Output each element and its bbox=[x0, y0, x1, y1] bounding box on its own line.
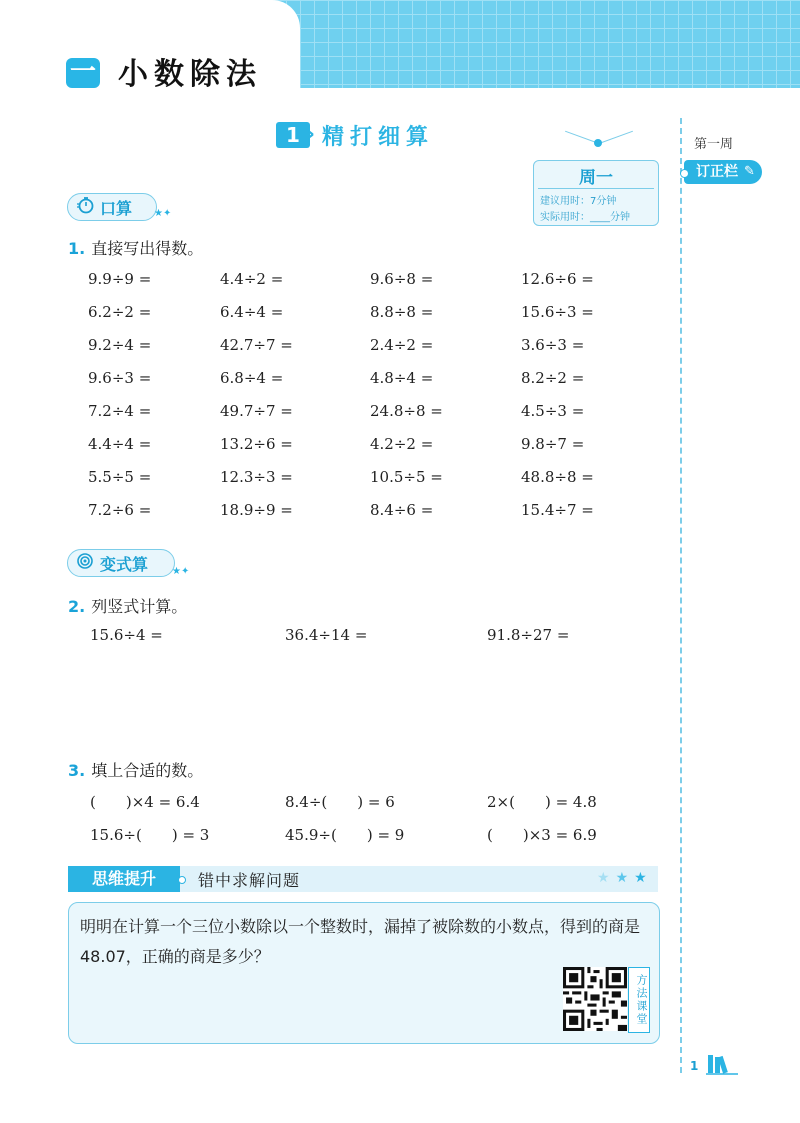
pencil-icon: ✎ bbox=[744, 164, 755, 179]
thinking-subtitle: 错中求解问题 bbox=[198, 871, 301, 890]
oral-problem: 4.4÷4 = bbox=[88, 435, 152, 453]
oral-problem: 7.2÷4 = bbox=[88, 402, 152, 420]
day-separator bbox=[538, 188, 654, 189]
oral-problem: 42.7÷7 = bbox=[220, 336, 293, 354]
oral-problem: 9.9÷9 = bbox=[88, 270, 152, 288]
oral-problem: 2.4÷2 = bbox=[370, 336, 434, 354]
header-grid-pattern bbox=[230, 0, 800, 88]
star-icon: ★ bbox=[597, 870, 616, 886]
hanger-string-right bbox=[599, 131, 633, 144]
question-text: 填上合适的数。 bbox=[91, 761, 204, 780]
correction-column-tab bbox=[684, 160, 762, 184]
oral-problem: 10.5÷5 = bbox=[370, 468, 443, 486]
fill-blank-item: 15.6÷( ) = 3 bbox=[90, 826, 210, 844]
oral-problem: 8.8÷8 = bbox=[370, 303, 434, 321]
question-number: 3. bbox=[68, 761, 86, 780]
thinking-dot bbox=[178, 876, 186, 884]
oral-problem: 3.6÷3 = bbox=[521, 336, 585, 354]
oral-problem: 4.8÷4 = bbox=[370, 369, 434, 387]
oral-problem: 4.4÷2 = bbox=[220, 270, 284, 288]
hanger-pin-icon bbox=[594, 139, 602, 147]
variant-calc-label: 变式算 bbox=[100, 555, 149, 574]
oral-problem: 6.2÷2 = bbox=[88, 303, 152, 321]
chapter-number: 一 bbox=[66, 58, 100, 88]
oral-problem: 24.8÷8 = bbox=[370, 402, 443, 420]
variant-calc-pill bbox=[67, 549, 175, 577]
oral-problem: 9.8÷7 = bbox=[521, 435, 585, 453]
oral-problem: 12.3÷3 = bbox=[220, 468, 293, 486]
books-icon bbox=[706, 1053, 738, 1075]
fill-blank-item: 8.4÷( ) = 6 bbox=[285, 793, 395, 811]
question-number: 2. bbox=[68, 597, 86, 616]
section-number: 1 bbox=[276, 122, 310, 148]
oral-problem: 9.6÷8 = bbox=[370, 270, 434, 288]
page-number: 1 bbox=[690, 1059, 699, 1073]
question-text: 列竖式计算。 bbox=[91, 597, 188, 616]
question-3 bbox=[68, 758, 203, 781]
day-box bbox=[533, 160, 659, 226]
thinking-label: 思维提升 bbox=[68, 866, 180, 892]
day-title: 周一 bbox=[579, 168, 613, 188]
oral-problem: 15.6÷3 = bbox=[521, 303, 594, 321]
fill-blank-item: ( )×4 = 6.4 bbox=[90, 793, 200, 811]
fill-blank-item: ( )×3 = 6.9 bbox=[487, 826, 597, 844]
oral-problem: 8.2÷2 = bbox=[521, 369, 585, 387]
question-2 bbox=[68, 594, 187, 617]
star-icon: ★ bbox=[634, 870, 653, 886]
actual-time: 实际用时：____分钟 bbox=[540, 212, 630, 223]
oral-problem: 48.8÷8 = bbox=[521, 468, 594, 486]
suggested-time: 建议用时：7分钟 bbox=[540, 196, 617, 207]
fill-blank-item: 45.9÷( ) = 9 bbox=[285, 826, 405, 844]
week-label: 第一周 bbox=[694, 137, 734, 152]
chapter-title: 小数除法 bbox=[118, 57, 262, 92]
oral-problem: 18.9÷9 = bbox=[220, 501, 293, 519]
oral-problem: 5.5÷5 = bbox=[88, 468, 152, 486]
oral-problem: 15.4÷7 = bbox=[521, 501, 594, 519]
question-number: 1. bbox=[68, 239, 86, 258]
tab-dot bbox=[680, 169, 689, 178]
oral-problem: 9.6÷3 = bbox=[88, 369, 152, 387]
oral-problem: 9.2÷4 = bbox=[88, 336, 152, 354]
oral-calc-pill bbox=[67, 193, 157, 221]
question-text: 直接写出得数。 bbox=[91, 239, 204, 258]
thinking-problem-text: 明明在计算一个三位小数除以一个整数时，漏掉了被除数的小数点，得到的商是48.07，正确的商是多少？ bbox=[80, 917, 641, 966]
section-title: 精打细算 bbox=[322, 125, 435, 150]
oral-problem: 6.4÷4 = bbox=[220, 303, 284, 321]
difficulty-stars bbox=[597, 870, 653, 886]
star-icon: ★✦ bbox=[172, 566, 190, 577]
oral-calc-label: 口算 bbox=[100, 199, 133, 218]
chevron-right-icon: › bbox=[306, 122, 316, 147]
qr-code-icon[interactable] bbox=[563, 967, 627, 1031]
vertical-calc-item: 15.6÷4 = bbox=[90, 626, 163, 644]
fill-blank-item: 2×( ) = 4.8 bbox=[487, 793, 597, 811]
stopwatch-icon bbox=[76, 196, 94, 214]
side-divider bbox=[680, 118, 682, 1073]
oral-problem: 8.4÷6 = bbox=[370, 501, 434, 519]
oral-problem: 13.2÷6 = bbox=[220, 435, 293, 453]
oral-problem: 7.2÷6 = bbox=[88, 501, 152, 519]
oral-problem: 4.2÷2 = bbox=[370, 435, 434, 453]
oral-problem: 12.6÷6 = bbox=[521, 270, 594, 288]
oral-problem: 49.7÷7 = bbox=[220, 402, 293, 420]
vertical-calc-item: 36.4÷14 = bbox=[285, 626, 368, 644]
target-icon bbox=[76, 552, 94, 570]
vertical-calc-item: 91.8÷27 = bbox=[487, 626, 570, 644]
oral-problem: 6.8÷4 = bbox=[220, 369, 284, 387]
star-icon: ★ bbox=[615, 870, 635, 886]
oral-problem: 4.5÷3 = bbox=[521, 402, 585, 420]
question-1 bbox=[68, 236, 203, 259]
star-icon: ★✦ bbox=[154, 208, 172, 219]
qr-caption: 方法课堂 bbox=[628, 967, 650, 1033]
correction-label: 订正栏 bbox=[696, 164, 738, 180]
